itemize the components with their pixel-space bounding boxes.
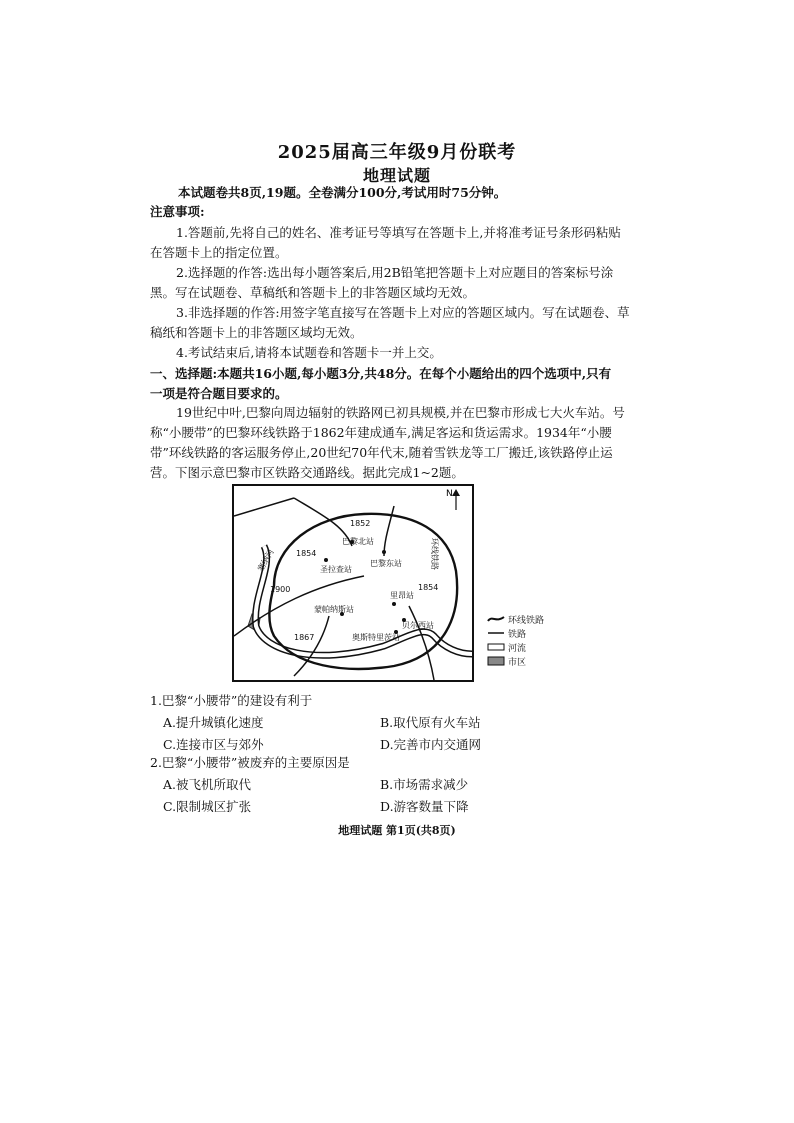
section-heading: 一、选择题:本题共16小题,每小题3分,共48分。在每个小题给出的四个选项中,只有	[150, 366, 612, 381]
year-label: 1900	[270, 585, 291, 594]
legend-item: 铁路	[487, 626, 544, 640]
year-label: 1852	[350, 519, 371, 528]
question-option: D.游客数量下降	[380, 799, 469, 814]
question-stem: 1.巴黎“小腰带”的建设有利于	[150, 693, 313, 708]
exam-summary: 本试题卷共8页,19题。全卷满分100分,考试用时75分钟。	[178, 185, 507, 200]
legend-item: 河流	[487, 640, 544, 654]
river-legend-icon	[487, 642, 505, 652]
north-label: N	[446, 489, 453, 499]
passage-line: 带”环线铁路的客运服务停止,20世纪70年代末,随着雪铁龙等工厂搬迁,该铁路停止运	[150, 445, 613, 460]
station-dot	[392, 602, 396, 606]
notice-heading: 注意事项:	[150, 204, 205, 219]
station-label: 圣拉查站	[320, 565, 352, 574]
notice-line: 在答题卡上的指定位置。	[150, 245, 288, 260]
year-label: 1854	[296, 549, 317, 558]
station-label: 巴黎北站	[342, 537, 374, 546]
passage-line: 19世纪中叶,巴黎向周边辐射的铁路网已初具规模,并在巴黎市形成七大火车站。号	[176, 405, 625, 420]
question-option: B.市场需求减少	[380, 777, 469, 792]
question-option: A.被飞机所取代	[163, 777, 252, 792]
notice-line: 2.选择题的作答:选出每小题答案后,用2B铅笔把答题卡上对应题目的答案标号涂	[176, 265, 614, 280]
map-svg	[234, 486, 472, 680]
question-option: C.连接市区与郊外	[163, 737, 264, 752]
notice-line: 3.非选择题的作答:用签字笔直接写在答题卡上对应的答题区域内。写在试题卷、草	[176, 305, 630, 320]
map-legend	[487, 612, 544, 668]
station-label: 里昂站	[390, 591, 414, 600]
railway-legend-icon	[487, 628, 505, 638]
legend-item: 环线铁路	[487, 612, 544, 626]
station-label: 巴黎东站	[370, 559, 402, 568]
subject-title: 地理试题	[362, 166, 431, 185]
paris-railway-map	[232, 484, 474, 682]
section-heading-cont: 一项是符合题目要求的。	[150, 386, 288, 401]
railway-line	[409, 606, 434, 680]
station-dot	[382, 550, 386, 554]
notice-line: 黑。写在试题卷、草稿纸和答题卡上的非答题区域均无效。	[150, 285, 476, 300]
question-option: B.取代原有火车站	[380, 715, 481, 730]
legend-item: 市区	[487, 654, 544, 668]
year-label: 1854	[418, 583, 439, 592]
question-option: C.限制城区扩张	[163, 799, 252, 814]
year-label: 1867	[294, 633, 315, 642]
passage-line: 营。下图示意巴黎市区铁路交通路线。据此完成1~2题。	[150, 465, 464, 480]
ring-railway-legend-icon	[487, 614, 505, 624]
page-footer: 地理试题 第1页(共8页)	[338, 824, 456, 837]
ring-railway-label: 环线铁路	[430, 538, 439, 570]
notice-line: 稿纸和答题卡上的非答题区域均无效。	[150, 325, 363, 340]
station-label: 蒙帕纳斯站	[314, 605, 354, 614]
exam-title: 2025届高三年级9月份联考	[277, 142, 517, 163]
question-option: A.提升城镇化速度	[163, 715, 264, 730]
question-option: D.完善市内交通网	[380, 737, 482, 752]
north-arrow-icon	[452, 489, 460, 496]
question-stem: 2.巴黎“小腰带”被废弃的主要原因是	[150, 755, 350, 770]
railway-line	[234, 498, 294, 516]
station-dot	[324, 558, 328, 562]
railway-line	[294, 616, 329, 676]
seine-label: 塞纳河	[255, 547, 276, 573]
urban-area-legend-icon	[487, 656, 505, 666]
notice-line: 1.答题前,先将自己的姓名、准考证号等填写在答题卡上,并将准考证号条形码粘贴	[176, 225, 621, 240]
station-label: 奥斯特里茨站	[352, 633, 400, 642]
passage-line: 称“小腰带”的巴黎环线铁路于1862年建成通车,满足客运和货运需求。1934年“小腰	[150, 425, 612, 440]
station-label: 贝尔西站	[402, 621, 434, 630]
notice-line: 4.考试结束后,请将本试题卷和答题卡一并上交。	[176, 345, 442, 360]
